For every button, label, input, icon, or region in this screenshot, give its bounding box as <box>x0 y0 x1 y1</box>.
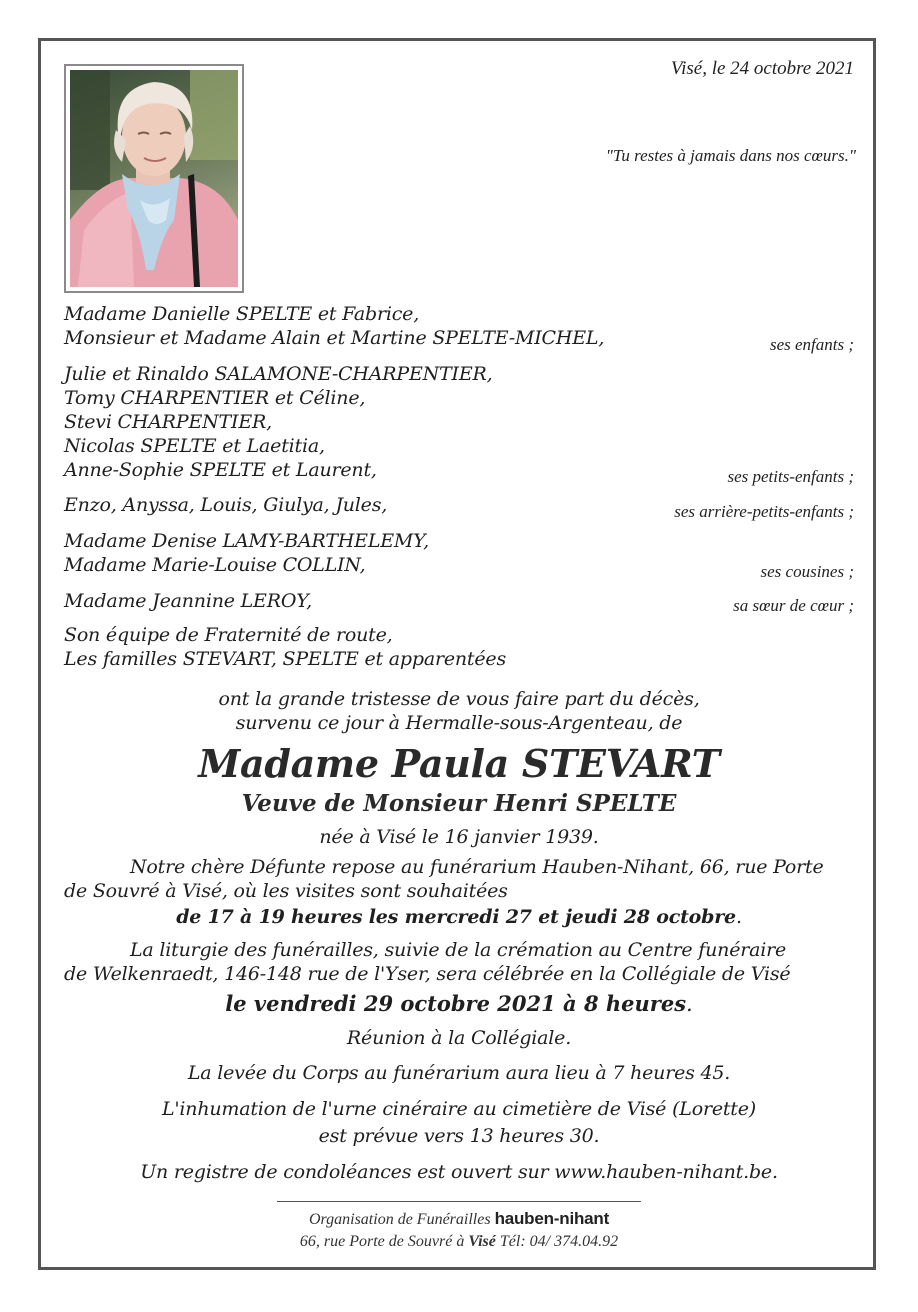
relation-children: ses enfants ; <box>769 335 854 354</box>
others-list <box>64 623 506 671</box>
inhumation-line-1: L'inhumation de l'urne cinéraire au cimetière de Visé (Lorette) <box>161 1098 756 1120</box>
list-item: Madame Denise LAMY-BARTHELEMY, <box>64 530 429 552</box>
list-item: Enzo, Anyssa, Louis, Giulya, Jules, <box>64 494 388 516</box>
visit-hours: de 17 à 19 heures les mercredi 27 et jeudi 28 octobre. <box>176 906 742 928</box>
relation-grandchildren: ses petits-enfants ; <box>727 467 854 486</box>
list-item: Son équipe de Fraternité de route, <box>64 624 393 646</box>
footer-organisation <box>0 1209 918 1229</box>
rest-line-2: de Souvré à Visé, où les visites sont souhaitées <box>64 880 508 902</box>
footer-address <box>0 1233 918 1251</box>
ceremony-date-text: le vendredi 29 octobre 2021 à 8 heures <box>225 991 687 1016</box>
liturgy-paragraph <box>64 938 854 986</box>
liturgy-line-2: de Welkenraedt, 146-148 rue de l'Yser, sera célébrée en la Collégiale de Visé <box>64 963 791 985</box>
children-list <box>64 302 604 350</box>
announcement-line-1: ont la grande tristesse de vous faire part du décès, <box>218 688 700 710</box>
footer-city: Visé <box>468 1233 496 1250</box>
ceremony-date: le vendredi 29 octobre 2021 à 8 heures. <box>225 991 693 1016</box>
widow-line: Veuve de Monsieur Henri SPELTE <box>241 790 677 817</box>
portrait-image <box>70 70 238 287</box>
epitaph-quote: "Tu restes à jamais dans nos cœurs." <box>605 146 856 165</box>
grandchildren-list <box>64 362 492 482</box>
footer-org-prefix: Organisation de Funérailles <box>308 1211 491 1228</box>
deceased-name: Madame Paula STEVART <box>198 741 720 786</box>
liturgy-line-1: La liturgie des funérailles, suivie de la crémation au Centre funéraire <box>130 939 787 961</box>
rest-line-1: Notre chère Défunte repose au funérarium Hauben-Nihant, 66, rue Porte <box>130 856 824 878</box>
relation-cousins: ses cousines ; <box>760 562 854 581</box>
list-item: Anne-Sophie SPELTE et Laurent, <box>64 459 377 481</box>
sister-list <box>64 589 312 613</box>
announcement-line-2: survenu ce jour à Hermalle-sous-Argenteau, de <box>235 712 683 734</box>
list-item: Monsieur et Madame Alain et Martine SPELTE-MICHEL, <box>64 327 605 349</box>
relation-sister: sa sœur de cœur ; <box>733 596 854 615</box>
list-item: Madame Danielle SPELTE et Fabrice, <box>64 303 420 325</box>
list-item: Madame Jeannine LEROY, <box>64 590 312 612</box>
inhumation-line-2: est prévue vers 13 heures 30. <box>318 1125 600 1147</box>
list-item: Julie et Rinaldo SALAMONE-CHARPENTIER, <box>64 363 493 385</box>
register-line: Un registre de condoléances est ouvert sur www.hauben-nihant.be. <box>140 1161 778 1183</box>
cousins-list <box>64 529 429 577</box>
list-item: Madame Marie-Louise COLLIN, <box>64 554 366 576</box>
birth-line: née à Visé le 16 janvier 1939. <box>319 826 599 848</box>
great-grandchildren-list <box>64 493 387 517</box>
visit-hours-text: de 17 à 19 heures les mercredi 27 et jeudi 28 octobre <box>176 906 736 928</box>
meeting-line: Réunion à la Collégiale. <box>346 1027 572 1049</box>
list-item: Stevi CHARPENTIER, <box>64 411 272 433</box>
date-line: Visé, le 24 octobre 2021 <box>670 58 854 79</box>
list-item: Nicolas SPELTE et Laetitia, <box>64 435 325 457</box>
relation-great-grandchildren: ses arrière-petits-enfants ; <box>674 502 854 521</box>
brand-logo: hauben-nihant <box>494 1209 610 1228</box>
levee-line: La levée du Corps au funérarium aura lieu à 7 heures 45. <box>187 1062 731 1084</box>
list-item: Les familles STEVART, SPELTE et apparentées <box>64 648 506 670</box>
list-item: Tomy CHARPENTIER et Céline, <box>64 387 366 409</box>
footer-address-text: 66, rue Porte de Souvré à <box>299 1233 465 1250</box>
footer-divider <box>277 1201 641 1202</box>
rest-paragraph <box>64 855 854 903</box>
portrait-photo <box>64 64 244 293</box>
footer-phone: Tél: 04/ 374.04.92 <box>499 1233 619 1250</box>
